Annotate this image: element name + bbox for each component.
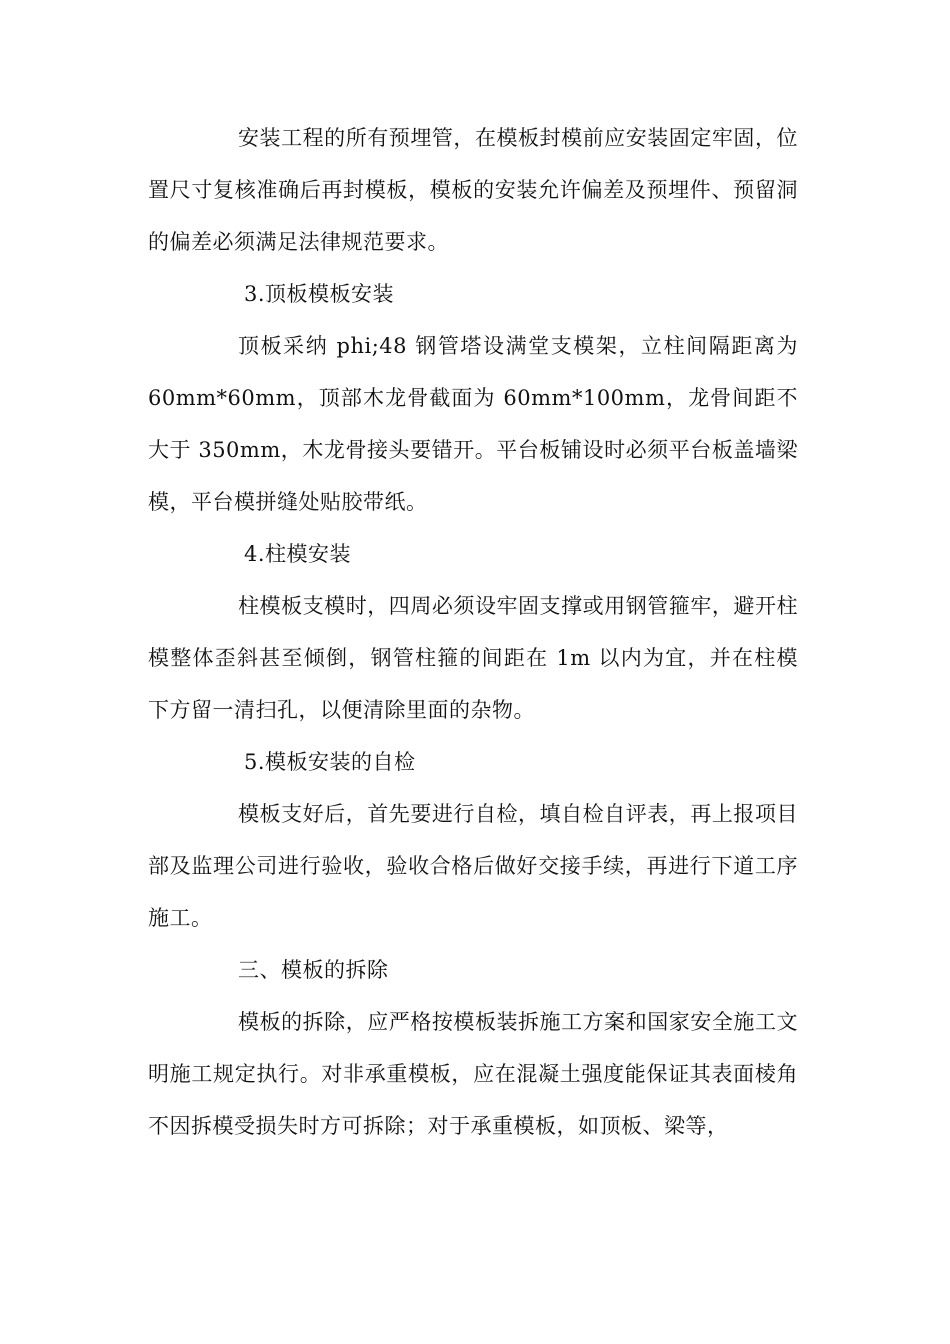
paragraph-self-inspection: 模板支好后，首先要进行自检，填自检自评表，再上报项目部及监理公司进行验收，验收合格后做好交接手续，再进行下道工序施工。: [148, 802, 798, 930]
paragraph-embedded-pipes: 安装工程的所有预埋管，在模板封模前应安装固定牢固，位置尺寸复核准确后再封模板，模板的安装允许偏差及预埋件、预留洞的偏差必须满足法律规范要求。: [148, 126, 798, 254]
paragraph-formwork-removal: 模板的拆除，应严格按模板装拆施工方案和国家安全施工文明施工规定执行。对非承重模板，应在混凝土强度能保证其表面棱角不因拆模受损失时方可拆除；对于承重模板，如顶板、梁等，: [148, 1010, 798, 1138]
paragraph-column-formwork: 柱模板支模时，四周必须设牢固支撑或用钢管箍牢，避开柱模整体歪斜甚至倾倒，钢管柱箍的间距在 1m 以内为宜，并在柱模下方留一清扫孔，以便清除里面的杂物。: [148, 594, 798, 722]
heading-column-formwork: 4.柱模安装: [244, 542, 352, 566]
paragraph-roof-slab-formwork: 顶板采纳 phi;48 钢管塔设满堂支模架，立柱间隔距离为 60mm*60mm，顶部木龙骨截面为 60mm*100mm，龙骨间距不大于 350mm，木龙骨接头要错开。平台板铺设时必须平台板盖墙梁模，平台模拼缝处贴胶带纸。: [148, 334, 798, 514]
heading-self-inspection: 5.模板安装的自检: [244, 750, 416, 774]
heading-roof-slab-formwork: 3.顶板模板安装: [244, 282, 395, 306]
document-body: [148, 112, 798, 1152]
heading-formwork-removal: 三、模板的拆除: [238, 958, 389, 982]
